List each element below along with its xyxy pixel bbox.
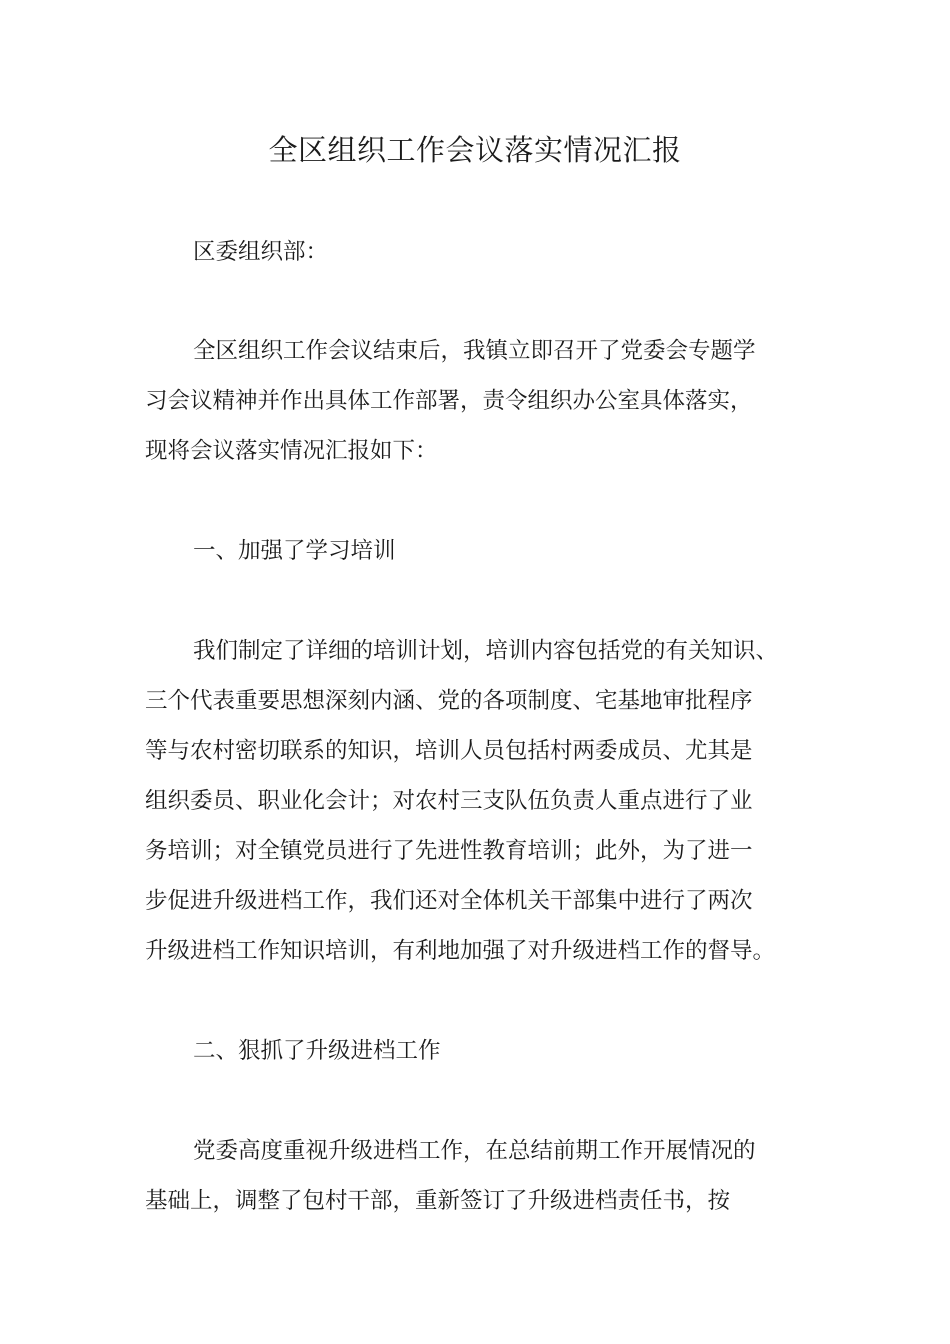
section1-line-6: 步促进升级进档工作，我们还对全体机关干部集中进行了两次 [145,888,753,914]
section2-line-1: 党委高度重视升级进档工作，在总结前期工作开展情况的 [193,1138,756,1164]
section2-heading: 二、狠抓了升级进档工作 [193,1038,441,1064]
section1-line-3: 等与农村密切联系的知识，培训人员包括村两委成员、尤其是 [145,738,753,764]
section1-line-2: 三个代表重要思想深刻内涵、党的各项制度、宅基地审批程序 [145,688,753,714]
section1-heading: 一、加强了学习培训 [193,538,396,564]
document-title: 全区组织工作会议落实情况汇报 [268,133,682,167]
section1-line-1: 我们制定了详细的培训计划，培训内容包括党的有关知识、 [193,638,779,664]
intro-line-3: 现将会议落实情况汇报如下： [145,438,438,464]
intro-line-1: 全区组织工作会议结束后，我镇立即召开了党委会专题学 [193,338,756,364]
intro-line-2: 习会议精神并作出具体工作部署，责令组织办公室具体落实， [145,388,753,414]
section2-line-2: 基础上，调整了包村干部，重新签订了升级进档责任书，按 [145,1188,731,1214]
section1-line-4: 组织委员、职业化会计；对农村三支队伍负责人重点进行了业 [145,788,753,814]
section1-line-5: 务培训；对全镇党员进行了先进性教育培训；此外，为了进一 [145,838,753,864]
salutation: 区委组织部： [193,239,329,265]
section1-line-7: 升级进档工作知识培训，有利地加强了对升级进档工作的督导。 [145,938,776,964]
